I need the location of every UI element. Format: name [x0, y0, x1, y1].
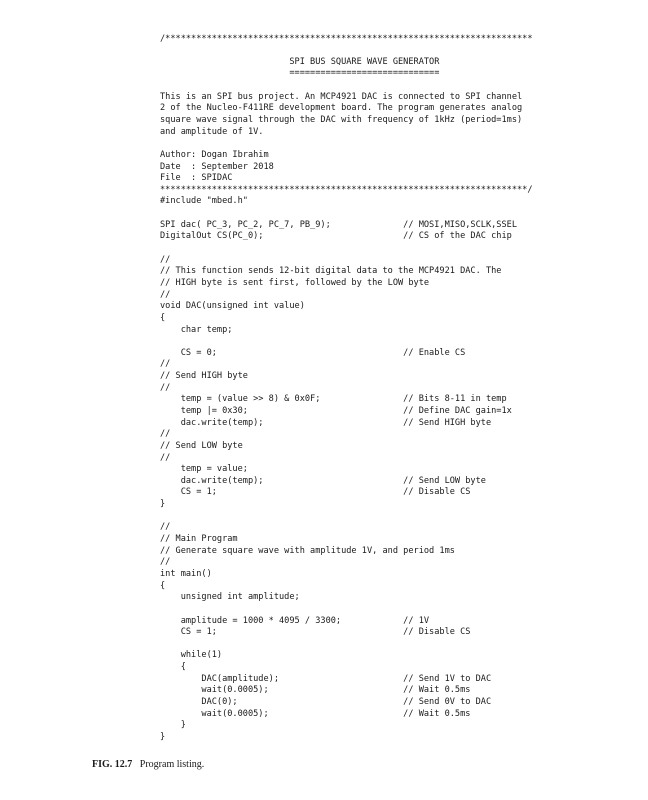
code-line: CS = 0; // Enable CS	[160, 347, 466, 358]
code-line: and amplitude of 1V.	[160, 126, 264, 137]
code-line: dac.write(temp); // Send LOW byte	[160, 475, 486, 486]
code-line	[160, 639, 533, 651]
code-line: /***********************************************************************	[160, 33, 533, 44]
code-line: while(1)	[160, 650, 223, 661]
code-line: DAC(amplitude); // Send 1V to DAC	[160, 673, 492, 684]
code-line: CS = 1; // Disable CS	[160, 487, 471, 498]
code-line: {	[160, 580, 166, 591]
program-listing	[160, 34, 533, 744]
code-line: #include "mbed.h"	[160, 196, 248, 207]
figure-label: FIG. 12.7	[92, 759, 133, 770]
code-line: File : SPIDAC	[160, 173, 233, 184]
code-line: DAC(0); // Send 0V to DAC	[160, 697, 492, 708]
code-line: wait(0.0005); // Wait 0.5ms	[160, 708, 471, 719]
code-line: unsigned int amplitude;	[160, 592, 300, 603]
code-line: dac.write(temp); // Send HIGH byte	[160, 417, 492, 428]
code-line	[160, 243, 533, 255]
code-line: //	[160, 359, 171, 370]
figure-caption	[92, 759, 204, 770]
code-line: //	[160, 382, 171, 393]
code-line: =============================	[160, 68, 440, 79]
code-line: // Send LOW byte	[160, 440, 243, 451]
code-line	[160, 45, 533, 57]
code-line: // Generate square wave with amplitude 1V, and period 1ms	[160, 545, 455, 556]
code-line: square wave signal through the DAC with frequency of 1kHz (period=1ms)	[160, 114, 523, 125]
code-line: // HIGH byte is sent first, followed by the LOW byte	[160, 277, 430, 288]
code-line: //	[160, 289, 171, 300]
code-line: temp = value;	[160, 464, 248, 475]
code-line: amplitude = 1000 * 4095 / 3300; // 1V	[160, 615, 430, 626]
code-line: {	[160, 312, 166, 323]
code-line: This is an SPI bus project. An MCP4921 DAC is connected to SPI channel	[160, 91, 523, 102]
code-line: Author: Dogan Ibrahim	[160, 149, 269, 160]
code-line: //	[160, 522, 171, 533]
code-line: temp |= 0x30; // Define DAC gain=1x	[160, 406, 512, 416]
code-line: }	[160, 499, 166, 510]
code-line: SPI dac( PC_3, PC_2, PC_7, PB_9); // MOSI,MISO,SCLK,SSEL	[160, 219, 517, 230]
code-line: ***********************************************************************/	[160, 184, 533, 195]
code-line	[160, 336, 533, 348]
code-line	[160, 604, 533, 616]
code-line: }	[160, 731, 166, 742]
code-line	[160, 511, 533, 523]
code-line: SPI BUS SQUARE WAVE GENERATOR	[160, 56, 440, 67]
code-line: // Send HIGH byte	[160, 371, 248, 382]
code-line: char temp;	[160, 324, 233, 335]
code-line	[160, 208, 533, 220]
code-line: // This function sends 12-bit digital data to the MCP4921 DAC. The	[160, 266, 502, 277]
code-line: 2 of the Nucleo-F411RE development board. The program generates analog	[160, 103, 523, 114]
code-line	[160, 138, 533, 150]
code-line: //	[160, 452, 171, 463]
figure-caption-text: Program listing.	[139, 759, 205, 770]
code-line: {	[160, 662, 186, 673]
code-line: //	[160, 557, 171, 568]
code-line: //	[160, 254, 171, 265]
code-line: wait(0.0005); // Wait 0.5ms	[160, 685, 471, 696]
code-line: // Main Program	[160, 534, 238, 545]
code-line: temp = (value >> 8) & 0x0F; // Bits 8-11 in temp	[160, 394, 507, 405]
code-line: Date : September 2018	[160, 161, 274, 172]
code-line: }	[160, 720, 186, 731]
code-line: int main()	[160, 568, 212, 579]
code-line: void DAC(unsigned int value)	[160, 301, 305, 312]
code-line: CS = 1; // Disable CS	[160, 627, 471, 638]
code-line	[160, 80, 533, 92]
code-line: //	[160, 429, 171, 440]
code-line: DigitalOut CS(PC_0); // CS of the DAC chip	[160, 231, 512, 242]
